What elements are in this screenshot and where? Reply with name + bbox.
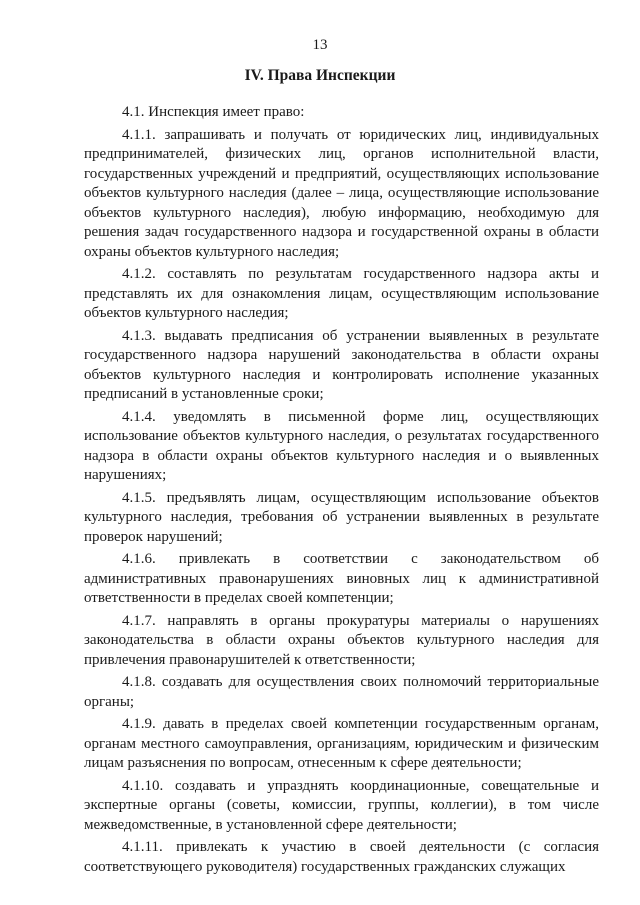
paragraph-4-1-3: 4.1.3. выдавать предписания об устранении выявленных в результате государственного надзора нарушений законодательства в области охраны объектов культурного наследия и контролировать исполнение указанных предписаний в установленные сроки; (84, 327, 599, 402)
paragraph-4-1-2: 4.1.2. составлять по результатам государственного надзора акты и представлять их для ознакомления лицам, осуществляющим использование объектов культурного наследия; (84, 266, 599, 321)
paragraph-4-1-8: 4.1.8. создавать для осуществления своих полномочий территориальные органы; (84, 674, 599, 710)
paragraph-4-1-4: 4.1.4. уведомлять в письменной форме лиц, осуществляющих использование объектов культурного наследия, о результатах государственного надзора в области охраны объектов культурного наследия и о выявленных нарушениях; (84, 408, 599, 483)
paragraph-4-1-7: 4.1.7. направлять в органы прокуратуры материалы о нарушениях законодательства в области охраны объектов культурного наследия для привлечения правонарушителей к ответственности; (84, 612, 599, 668)
paragraph-4-1-6: 4.1.6. привлекать в соответствии с законодательством об административных правонарушениях виновных лиц к административной ответственности в пределах своей компетенции; (84, 551, 599, 606)
paragraph-intro: 4.1. Инспекция имеет право: (122, 104, 305, 120)
paragraph-4-1-5: 4.1.5. предъявлять лицам, осуществляющим использование объектов культурного наследия, требования об устранении выявленных в результате проверок нарушений; (84, 489, 599, 545)
document-body (84, 103, 599, 880)
paragraph-4-1-11: 4.1.11. привлекать к участию в своей деятельности (с согласия соответствующего руководителя) государственных гражданских служащих (84, 839, 599, 875)
section-title: IV. Права Инспекции (244, 67, 396, 84)
paragraph-4-1-1: 4.1.1. запрашивать и получать от юридических лиц, индивидуальных предпринимателей, физических лиц, органов исполнительной власти, государственных учреждений и предприятий, осуществляющих использование объектов культурного наследия (далее – лица, осуществляющие использование объектов культурного наследия), любую информацию, необходимую для решения задач государственного надзора и государственной охраны в области охраны объектов культурного наследия; (84, 126, 599, 260)
paragraph-4-1-9: 4.1.9. давать в пределах своей компетенции государственным органам, органам местного самоуправления, организациям, юридическим и физическим лицам разъяснения по вопросам, отнесенным к сфере деятельности; (84, 716, 599, 771)
page-number: 13 (312, 37, 328, 53)
paragraph-4-1-10: 4.1.10. создавать и упразднять координационные, совещательные и экспертные органы (советы, комиссии, группы, коллегии), в том числе межведомственные, в установленной сфере деятельности; (84, 777, 599, 833)
